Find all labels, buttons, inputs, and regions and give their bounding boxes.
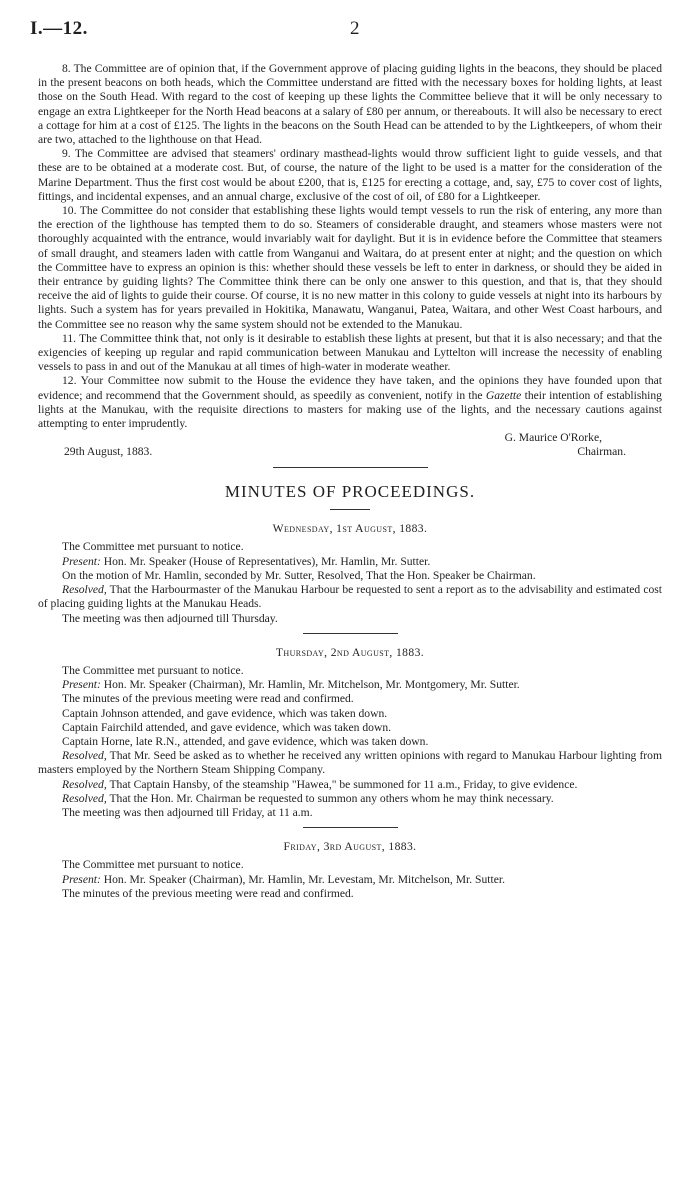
entry-text: The meeting was then adjourned till Thursday.: [62, 611, 278, 625]
paragraph-10: 10. The Committee do not consider that establishing these lights would tempt vessels to run the risk of entering, any more than the erection of the lighthouse has tempted them to do so. Steamers of considerable draught, and steamers whose masters were not thoroughly acquainted with the entrance, would invariably wait for daylight. But it is in evidence before the Committee that steamers of small draught, and steamers laden with cattle from Wanganui and Waitara, do at present enter at night; and the question on which the Committee have to express an opinion is this: whether should these vessels be left to enter in darkness, or should they be aided in their entrance by guiding lights? The Committee think there can be only one answer to this question, and that is, that they should receive the aid of lights to guide their course. Of course, it is no new matter in this colony to guide vessels at night into its harbours by lights. Such a system has for years prevailed in Hokitika, Manawatu, Wanganui, Patea, Waitara, and other West Coast harbours, and the Committee see no reason why the same system should not be extended to the Manukau.: [38, 204, 662, 331]
entry-text: That Captain Hansby, of the steamship "Hawea," be summoned for 11 a.m., Friday, to give evidence.: [109, 777, 578, 791]
entry-lead: Present:: [62, 554, 101, 568]
entry-text: Hon. Mr. Speaker (House of Representatives), Mr. Hamlin, Mr. Sutter.: [103, 554, 431, 568]
entry-text: Hon. Mr. Speaker (Chairman), Mr. Hamlin, Mr. Mitchelson, Mr. Montgomery, Mr. Sutter.: [103, 678, 520, 692]
minute-entry: [38, 612, 662, 626]
paragraph-9: 9. The Committee are advised that steamers' ordinary masthead-lights would throw sufficient light to guide vessels, and that these are to be obtained at a moderate cost. But, of course, the nature of the light to be used is a matter for the consideration of the Marine Department. Thus the first cost would be about £200, that is, £125 for erecting a cottage, and, say, £75 to cover cost of lights, fittings, and incidental expenses, and an annual charge, exclusive of the cost of oil, of £80 for a Lightkeeper.: [38, 147, 662, 203]
minute-entry: [38, 540, 662, 554]
minute-entry: [38, 721, 662, 735]
entry-lead: Present:: [62, 872, 101, 886]
entry-lead: Resolved,: [62, 791, 107, 805]
entry-text: The Committee met pursuant to notice.: [62, 858, 244, 872]
day-divider: [303, 633, 398, 634]
day-heading: Thursday, 2nd August, 1883.: [275, 645, 425, 659]
minutes-title: MINUTES OF PROCEEDINGS.: [224, 482, 476, 502]
day-heading: Friday, 3rd August, 1883.: [283, 840, 417, 854]
page-number: 2: [350, 18, 360, 39]
report-date: 29th August, 1883.: [64, 445, 153, 459]
paragraph-12-end: their intention of establishing lights at the Manukau, with the requisite directions to masters for making use of the lights, and the necessary cautions against attempting to enter imprudently.: [38, 388, 662, 431]
report-section: [38, 62, 662, 461]
entry-text: The Committee met pursuant to notice.: [62, 540, 244, 554]
minute-entry: [38, 858, 662, 872]
entry-lead: Present:: [62, 678, 101, 692]
day-divider: [303, 827, 398, 828]
section-divider: [273, 467, 428, 468]
minute-entry: [38, 806, 662, 820]
minute-entry: [38, 678, 662, 692]
paragraph-12: [38, 374, 662, 431]
entry-lead: Resolved,: [62, 749, 107, 763]
document-body: [38, 62, 662, 901]
minute-entry: [38, 749, 662, 777]
minute-entry: [38, 569, 662, 583]
entry-lead: Resolved,: [62, 777, 107, 791]
minute-entry: [38, 664, 662, 678]
gazette-italic: Gazette: [485, 388, 522, 402]
document-reference: I.—12.: [30, 18, 88, 39]
entry-lead: Resolved,: [62, 583, 107, 597]
entry-text: Hon. Mr. Speaker (Chairman), Mr. Hamlin, Mr. Levestam, Mr. Mitchelson, Mr. Sutter.: [103, 872, 505, 886]
minute-entry: [38, 778, 662, 792]
signature-block: [38, 431, 662, 461]
entry-text: That Mr. Seed be asked as to whether he received any written opinions with regard to Manukau Harbour lighting from masters employed by the Northern Steam Shipping Company.: [38, 749, 662, 777]
entry-text: Captain Fairchild attended, and gave evidence, which was taken down.: [62, 720, 392, 734]
title-underline: [330, 509, 370, 510]
minute-entry: [38, 887, 662, 901]
page-header: [30, 18, 670, 44]
entry-text: That the Harbourmaster of the Manukau Harbour be requested to sent a report as to the advisability and estimated cost of placing guiding lights at the Manukau Heads.: [38, 583, 662, 611]
signature-name: G. Maurice O'Rorke,: [504, 431, 602, 445]
minute-entry: [38, 792, 662, 806]
entry-text: The Committee met pursuant to notice.: [62, 663, 244, 677]
paragraph-12-start: 12. Your Committee now submit to the House the evidence they have taken, and the opinions they have founded upon that evidence; and recommend that the Government should, as speedily as convenient, notify in the: [38, 374, 662, 402]
minute-entry: [38, 873, 662, 887]
entry-text: The minutes of the previous meeting were read and confirmed.: [62, 692, 354, 706]
entry-text: That the Hon. Mr. Chairman be requested to summon any others whom he may think necessary.: [109, 791, 554, 805]
signature-title: Chairman.: [577, 445, 626, 459]
minute-entry: [38, 692, 662, 706]
paragraph-11: 11. The Committee think that, not only is it desirable to establish these lights at present, but that it is also necessary; and that the exigencies of keeping up regular and rapid communication between Manukau and Lyttelton will increase the necessity of enabling vessels to pass in and out of the Manukau at all times of high-water in moderate weather.: [38, 331, 662, 374]
entry-text: On the motion of Mr. Hamlin, seconded by Mr. Sutter, Resolved, That the Hon. Speaker be Chairman.: [62, 568, 536, 582]
entry-text: Captain Horne, late R.N., attended, and gave evidence, which was taken down.: [62, 734, 429, 748]
minute-entry: [38, 583, 662, 611]
entry-text: Captain Johnson attended, and gave evidence, which was taken down.: [62, 706, 388, 720]
minute-entry: [38, 555, 662, 569]
paragraph-8: 8. The Committee are of opinion that, if the Government approve of placing guiding lights in the beacons, they should be placed in the present beacons on both heads, which the Committee understand are fitted with the necessary boxes for holding lights, at least those on the South Head. With regard to the cost of keeping up these lights the Committee believe that it will be only necessary to engage an extra Lightkeeper for the North Head beacons at a salary of £80 per annum, or thereabouts. It will also be necessary to erect a cottage for him at a cost of £125. The lights in the beacons on the South Head can be attended to by the Lightkeepers, of whom their are two, attached to the lighthouse on that Head.: [38, 62, 662, 147]
entry-text: The meeting was then adjourned till Friday, at 11 a.m.: [62, 805, 313, 819]
minute-entry: [38, 735, 662, 749]
entry-text: The minutes of the previous meeting were read and confirmed.: [62, 886, 354, 900]
day-heading: Wednesday, 1st August, 1883.: [272, 522, 428, 536]
minute-entry: [38, 707, 662, 721]
minutes-days: [38, 522, 662, 901]
